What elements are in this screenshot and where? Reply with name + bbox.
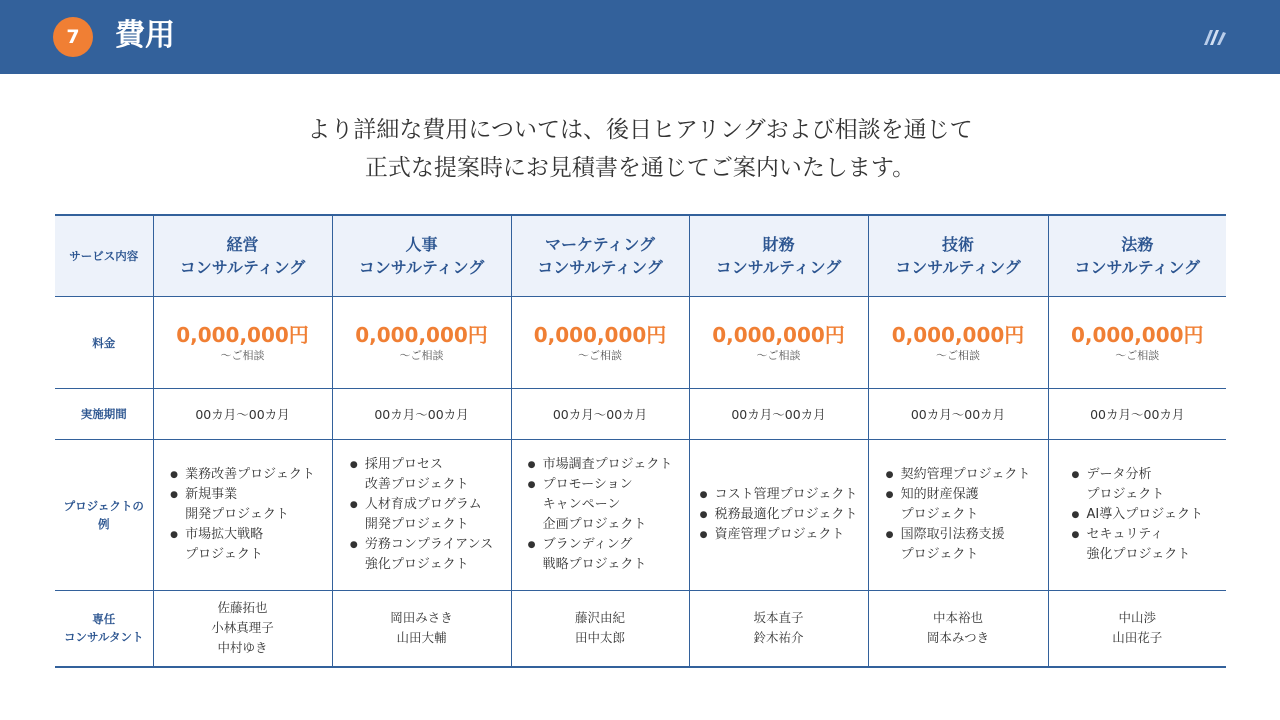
period-cell: 00カ月～00カ月	[689, 389, 868, 440]
list-item	[170, 485, 315, 525]
consultant-name: 岡田みさき	[390, 610, 453, 626]
list-item	[1072, 505, 1203, 525]
row-header-projects-line2: 例	[98, 517, 110, 531]
list-item-text: プロジェクト	[900, 507, 979, 522]
list-item-text: ● 知的財産保護	[900, 487, 979, 502]
period-cell: 00カ月～00カ月	[332, 389, 511, 440]
consultant-name: 藤沢由紀	[574, 610, 625, 626]
service-name	[153, 215, 332, 297]
list-item-text: キャンペーン	[542, 497, 621, 512]
price-value: 0,000,000円	[712, 322, 845, 347]
consultant-name: 中山渉	[1118, 610, 1156, 626]
price-note: ～ご相談	[1115, 348, 1160, 362]
list-item-text: ● 労務コンプライアンス	[364, 537, 494, 552]
service-name-line2: コンサルティング	[358, 258, 485, 277]
projects-cell	[868, 440, 1048, 591]
brand-logo-icon	[1202, 27, 1228, 47]
period-cell: 00カ月～00カ月	[1048, 389, 1226, 440]
list-item-text: プロジェクト	[900, 547, 979, 562]
project-list	[886, 465, 1031, 565]
row-header-projects-line1: プロジェクトの	[63, 499, 144, 513]
list-item	[886, 465, 1031, 485]
price-value: 0,000,000円	[891, 322, 1025, 347]
service-name	[332, 215, 511, 297]
price-note: ～ご相談	[756, 348, 801, 362]
price-note: ～ご相談	[399, 348, 444, 362]
row-header-service: サービス内容	[55, 215, 153, 297]
consultant-name: 坂本直子	[753, 610, 804, 626]
list-item-text: ● プロモーション	[542, 477, 633, 492]
service-name	[511, 215, 689, 297]
service-name-line2: コンサルティング	[1074, 258, 1201, 277]
list-item	[1072, 525, 1203, 565]
price-cell	[153, 297, 332, 389]
list-item-text: 改善プロジェクト	[364, 477, 469, 492]
consultant-name: 田中太郎	[574, 630, 625, 646]
service-name-line2: コンサルティング	[895, 258, 1021, 277]
price-value: 0,000,000円	[355, 322, 488, 347]
row-header-period: 実施期間	[55, 389, 153, 440]
list-item	[350, 535, 493, 575]
list-item	[528, 475, 673, 535]
projects-cell	[1048, 440, 1226, 591]
list-item-text: プロジェクト	[185, 547, 263, 562]
service-name-line2: コンサルティング	[179, 258, 306, 277]
consultant-cell	[689, 591, 868, 667]
list-item-text: ● 税務最適化プロジェクト	[714, 507, 858, 522]
consultant-row	[55, 591, 1226, 667]
intro-text	[0, 111, 1280, 187]
project-list	[1072, 465, 1203, 565]
list-item-text: ● 国際取引法務支援	[900, 527, 1005, 542]
consultant-name: 山田花子	[1112, 630, 1163, 646]
list-item	[170, 525, 315, 565]
price-cell	[511, 297, 689, 389]
list-item-text: 開発プロジェクト	[364, 517, 469, 532]
list-item	[528, 455, 673, 475]
consultant-name: 山田大輔	[396, 630, 447, 646]
service-name-line1: 技術	[941, 235, 974, 254]
service-name-line1: マーケティング	[544, 235, 656, 254]
service-name-line2: コンサルティング	[715, 258, 842, 277]
price-value: 0,000,000円	[1070, 322, 1204, 347]
list-item-text: 強化プロジェクト	[1086, 547, 1191, 562]
list-item	[528, 535, 673, 575]
period-cell: 00カ月～00カ月	[153, 389, 332, 440]
consultant-name: 鈴木祐介	[753, 630, 804, 646]
list-item-text: 戦略プロジェクト	[542, 557, 647, 572]
list-item-text: ● 業務改善プロジェクト	[185, 467, 315, 482]
projects-cell	[153, 440, 332, 591]
service-name	[868, 215, 1048, 297]
service-name-line1: 法務	[1121, 235, 1154, 254]
consultant-name: 中本裕也	[932, 610, 983, 626]
list-item-text: 開発プロジェクト	[185, 507, 289, 522]
list-item-text: ● データ分析	[1086, 467, 1152, 482]
service-name-line1: 経営	[226, 235, 259, 254]
list-item-text: ● 資産管理プロジェクト	[714, 527, 845, 542]
list-item	[350, 455, 493, 495]
price-note: ～ご相談	[220, 348, 265, 362]
consultant-cell	[1048, 591, 1226, 667]
service-name-line2: コンサルティング	[537, 258, 663, 277]
list-item-text: ● 新規事業	[185, 487, 238, 502]
projects-cell	[511, 440, 689, 591]
list-item-text: ● ブランディング	[542, 537, 633, 552]
price-note: ～ご相談	[578, 348, 622, 362]
list-item-text: ● セキュリティ	[1086, 527, 1164, 542]
price-cell	[868, 297, 1048, 389]
project-list	[170, 465, 315, 565]
projects-cell	[689, 440, 868, 591]
consultant-name: 中村ゆき	[217, 640, 268, 656]
intro-line-2: 正式な提案時にお見積書を通じてご案内いたします。	[364, 155, 916, 181]
list-item	[700, 485, 858, 505]
list-item-text: 強化プロジェクト	[364, 557, 469, 572]
service-name-line1: 財務	[762, 235, 795, 254]
intro-line-1: より詳細な費用については、後日ヒアリングおよび相談を通じて	[307, 117, 973, 143]
price-cell	[689, 297, 868, 389]
row-header-projects	[55, 440, 153, 591]
consultant-name: 小林真理子	[211, 620, 274, 636]
price-value: 0,000,000円	[176, 322, 309, 347]
list-item-text: ● AI導入プロジェクト	[1086, 507, 1203, 522]
service-name-line1: 人事	[405, 235, 438, 254]
consultant-name: 佐藤拓也	[217, 600, 268, 616]
row-header-price: 料金	[55, 297, 153, 389]
list-item-text: ● コスト管理プロジェクト	[714, 487, 858, 502]
list-item-text: プロジェクト	[1086, 487, 1165, 502]
projects-row	[55, 440, 1226, 591]
section-number-badge: 7	[53, 17, 93, 57]
list-item	[350, 495, 493, 535]
consultant-name: 岡本みつき	[926, 630, 990, 646]
period-cell: 00カ月～00カ月	[511, 389, 689, 440]
service-row	[55, 215, 1226, 297]
project-list	[700, 485, 858, 545]
list-item-text: ● 市場調査プロジェクト	[542, 457, 673, 472]
list-item	[886, 525, 1031, 565]
price-note: ～ご相談	[936, 348, 980, 362]
consultant-cell	[868, 591, 1048, 667]
price-cell	[332, 297, 511, 389]
slide-header	[0, 0, 1280, 74]
list-item-text: ● 市場拡大戦略	[185, 527, 264, 542]
page-title: 費用	[115, 18, 175, 53]
consultant-cell	[332, 591, 511, 667]
list-item-text: ● 採用プロセス	[364, 457, 443, 472]
list-item	[886, 485, 1031, 525]
consultant-cell	[153, 591, 332, 667]
list-item	[170, 465, 315, 485]
list-item-text: 企画プロジェクト	[542, 517, 647, 532]
list-item	[1072, 465, 1203, 505]
row-header-consultant-line1: 専任	[92, 612, 116, 627]
project-list	[350, 455, 493, 575]
list-item-text: ● 人材育成プログラム	[364, 497, 482, 512]
service-name	[689, 215, 868, 297]
pricing-table	[55, 214, 1226, 668]
service-name	[1048, 215, 1226, 297]
project-list	[528, 455, 673, 575]
row-header-consultant-line2: コンサルタント	[64, 630, 144, 645]
list-item	[700, 505, 858, 525]
period-cell: 00カ月～00カ月	[868, 389, 1048, 440]
list-item-text: ● 契約管理プロジェクト	[900, 467, 1031, 482]
period-row	[55, 389, 1226, 440]
price-cell	[1048, 297, 1226, 389]
price-row	[55, 297, 1226, 389]
list-item	[700, 525, 858, 545]
projects-cell	[332, 440, 511, 591]
price-value: 0,000,000円	[533, 322, 667, 347]
consultant-cell	[511, 591, 689, 667]
row-header-consultant	[55, 591, 153, 667]
